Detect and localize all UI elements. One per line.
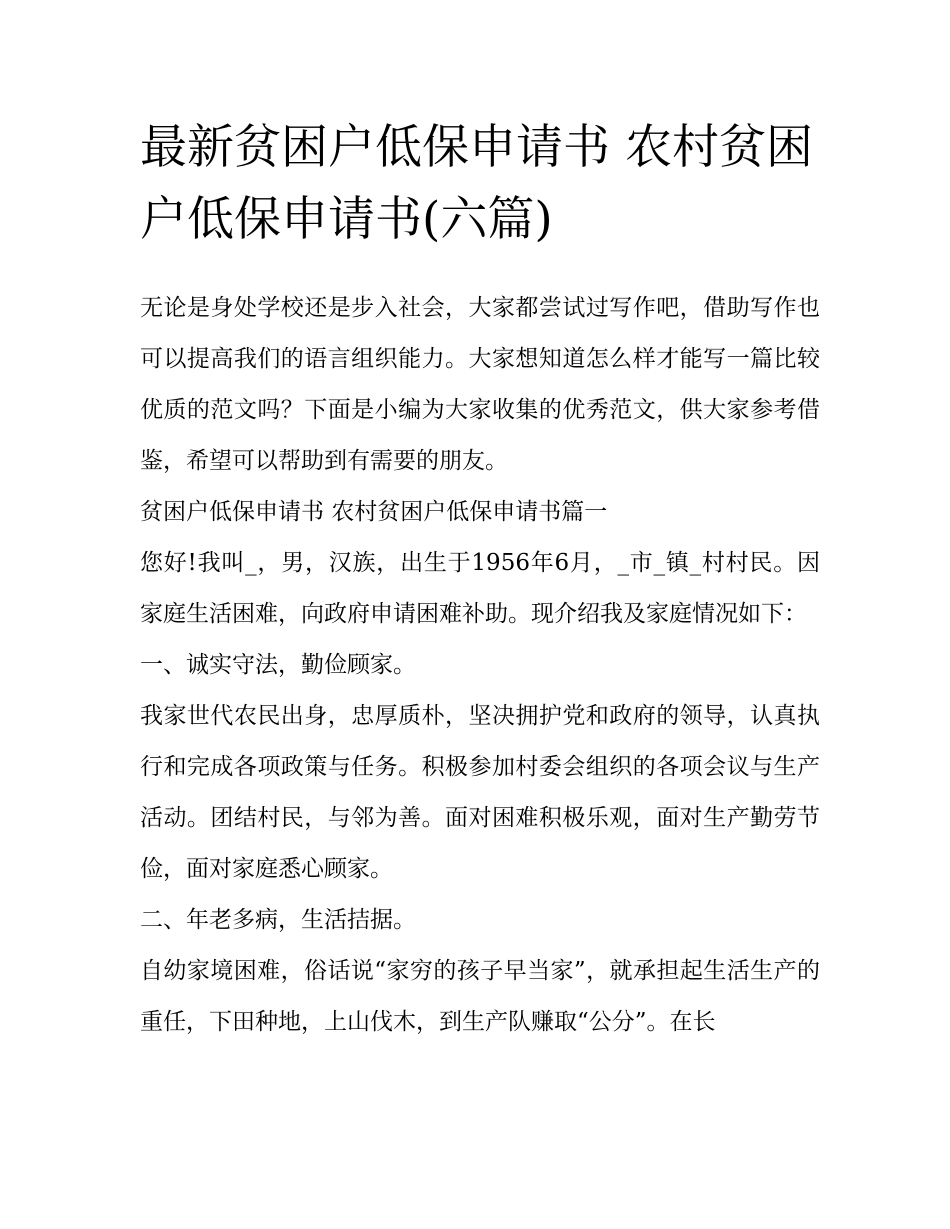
document-title: 最新贫困户低保申请书 农村贫困户低保申请书(六篇) bbox=[140, 120, 813, 247]
greeting-paragraph: 您好!我叫_，男，汉族，出生于1956年6月，_市_镇_村村民。因家庭生活困难，向政府申请困难补助。现介绍我及家庭情况如下： bbox=[140, 550, 820, 627]
point-paragraph-2: 自幼家境困难，俗话说“家穷的孩子早当家”，就承担起生活生产的重任，下田种地，上山伐木，到生产队赚取“公分”。在长 bbox=[140, 958, 820, 1035]
document-body bbox=[140, 283, 820, 1048]
section-heading: 贫困户低保申请书 农村贫困户低保申请书篇一 bbox=[140, 499, 608, 525]
point-heading-1: 一、诚实守法，勤俭顾家。 bbox=[140, 652, 416, 678]
intro-paragraph: 无论是身处学校还是步入社会，大家都尝试过写作吧，借助写作也可以提高我们的语言组织能力。大家想知道怎么样才能写一篇比较优质的范文吗？下面是小编为大家收集的优秀范文，供大家参考借鉴，希望可以帮助到有需要的朋友。 bbox=[140, 295, 820, 474]
point-paragraph-1: 我家世代农民出身，忠厚质朴，坚决拥护党和政府的领导，认真执行和完成各项政策与任务。积极参加村委会组织的各项会议与生产活动。团结村民，与邻为善。面对困难积极乐观，面对生产勤劳节俭，面对家庭悉心顾家。 bbox=[140, 703, 820, 882]
point-heading-2: 二、年老多病，生活拮据。 bbox=[140, 907, 416, 933]
